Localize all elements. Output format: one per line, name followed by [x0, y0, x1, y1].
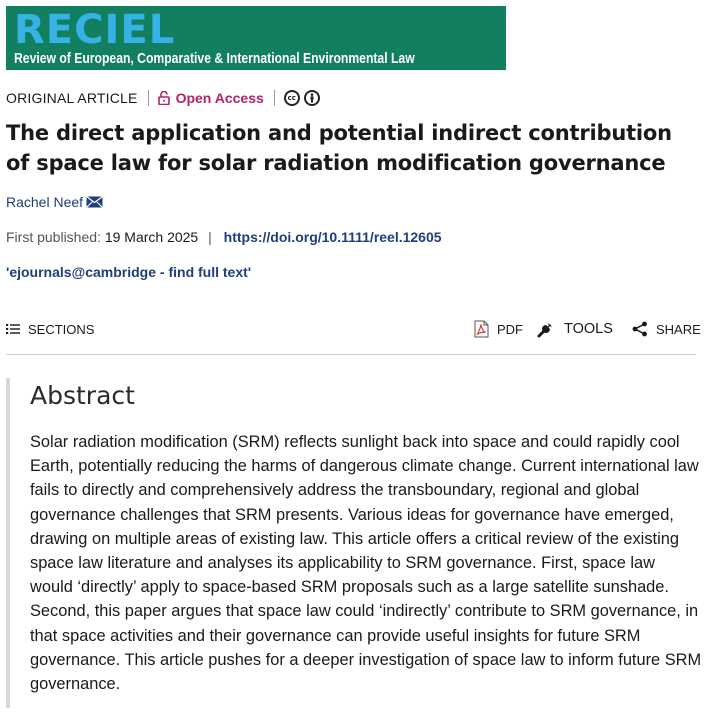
article-toolbar: [6, 318, 701, 340]
email-icon[interactable]: [86, 196, 103, 208]
journal-logo-text: RECIEL: [14, 7, 176, 53]
author-name[interactable]: Rachel Neef: [6, 194, 84, 210]
wrench-icon: [536, 319, 556, 339]
author-row[interactable]: [6, 194, 103, 210]
pdf-button[interactable]: [474, 318, 523, 340]
article-type-label: ORIGINAL ARTICLE: [6, 90, 138, 106]
share-icon: [632, 321, 648, 337]
find-full-text-link[interactable]: 'ejournals@cambridge - find full text': [6, 264, 252, 280]
license-icons[interactable]: [284, 90, 320, 106]
divider: [148, 90, 149, 106]
first-published-date: 19 March 2025: [104, 229, 199, 245]
journal-subtitle: Review of European, Comparative & International Environmental Law: [14, 51, 415, 67]
open-access-label: Open Access: [175, 90, 264, 106]
abstract-left-border: [6, 378, 10, 708]
pipe-separator: |: [208, 229, 212, 245]
first-published-label: First published:: [6, 229, 101, 245]
cc-icon: cc: [284, 90, 300, 106]
toolbar-divider: [6, 354, 696, 355]
doi-link[interactable]: https://doi.org/10.1111/reel.12605: [223, 229, 442, 245]
abstract-text: Solar radiation modification (SRM) reflects sunlight back into space and could rapidly cool Earth, potentially reducing the harms of dangerous climate change. Current international law fails to directly and comprehensively address the transboundary, regional and global governance challenges that SRM presents. Various ideas for governance have emerged, drawing on multiple areas of existing law. This article offers a critical review of the existing space law literature and analyses its applicability to SRM governance. First, space law would ‘directly’ apply to space-based SRM proposals such as a large satellite sunshade. Second, this paper argues that space law could ‘indirectly’ contribute to SRM governance, in that space activities and their governance can provide useful insights for future SRM governance. This article pushes for a deeper investigation of space law to inform future SRM governance.: [30, 433, 702, 694]
article-meta-row: [6, 88, 320, 108]
open-access-badge[interactable]: [158, 90, 264, 106]
abstract-heading: Abstract: [30, 381, 135, 410]
publication-info: [6, 229, 442, 245]
sections-label: SECTIONS: [28, 321, 95, 337]
attribution-icon: [304, 90, 320, 106]
list-icon: [6, 323, 20, 335]
journal-banner[interactable]: [6, 6, 506, 70]
sections-button[interactable]: [6, 318, 94, 340]
divider: [274, 90, 275, 106]
article-title: The direct application and potential indirect contribution of space law for solar radiation modification governance: [6, 121, 672, 175]
tools-button[interactable]: [536, 318, 613, 340]
open-lock-icon: [158, 91, 170, 105]
pdf-label: PDF: [497, 321, 523, 337]
share-label: SHARE: [656, 321, 701, 337]
share-button[interactable]: [632, 318, 701, 340]
pdf-file-icon: [474, 320, 489, 338]
tools-label: TOOLS: [564, 321, 613, 337]
